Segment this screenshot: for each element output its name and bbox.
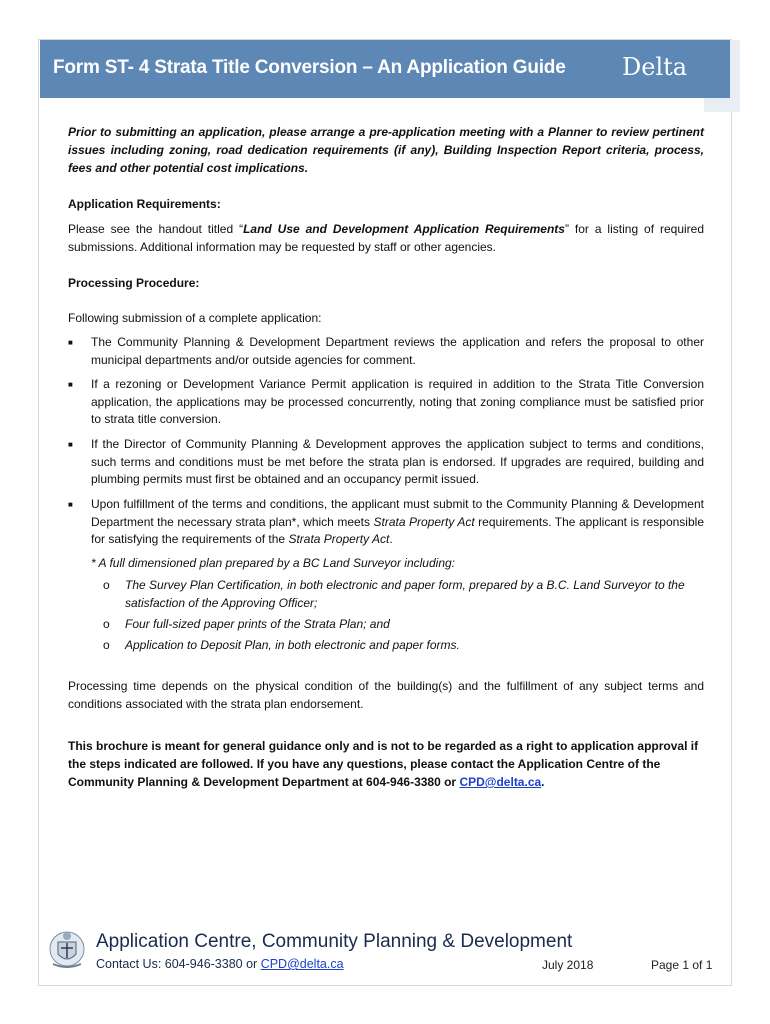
footer-email-link[interactable]: CPD@delta.ca xyxy=(260,957,344,971)
document-title: Form ST- 4 Strata Title Conversion – An Application Guide xyxy=(53,57,566,78)
circle-bullet-icon: o xyxy=(103,578,110,592)
requirements-heading: Application Requirements: xyxy=(68,197,221,211)
square-bullet-icon: ■ xyxy=(68,500,73,509)
page-number: Page 1 of 1 xyxy=(651,958,713,972)
list-item: ■ Upon fulfillment of the terms and conditions, the applicant must submit to the Community Planning & Development Department the necessary strata plan*, which meets Strata Property Act requirements. The applicant is responsible for satisfying the requirements of the Strata Property Act. xyxy=(68,497,704,547)
square-bullet-icon: ■ xyxy=(68,380,73,389)
intro-paragraph: Prior to submitting an application, please arrange a pre-application meeting with a Planner to review pertinent issues including zoning, road dedication requirements (if any), Building Inspection Report criteria, process, fees and other potential cost implications. xyxy=(68,125,704,175)
survey-note: * A full dimensioned plan prepared by a BC Land Surveyor including: xyxy=(91,556,455,570)
sub-list-item: o Four full-sized paper prints of the Strata Plan; and xyxy=(103,616,703,634)
disclaimer-paragraph: This brochure is meant for general guidance only and is not to be regarded as a right to application approval if the steps indicated are followed. If you have any questions, please contact the Application Centre of the Community Planning & Development Department at 604-946-3380 or CPD@delta.ca. xyxy=(68,739,699,789)
list-item: ■ The Community Planning & Development Department reviews the application and refers the proposal to other municipal departments and/or outside agencies for comment. xyxy=(68,335,704,367)
delta-logo: Delta xyxy=(622,53,688,81)
footer-contact: Contact Us: 604-946-3380 or CPD@delta.ca xyxy=(96,957,344,971)
header-banner xyxy=(40,40,730,98)
requirements-paragraph: Please see the handout titled “Land Use and Development Application Requirements” for a listing of required submissions. Additional information may be requested by staff or other agencies. xyxy=(68,222,704,254)
delta-coat-of-arms-icon xyxy=(45,924,89,974)
footer-date: July 2018 xyxy=(542,958,594,972)
list-item: ■ If the Director of Community Planning & Development approves the application subject to terms and conditions, such terms and conditions must be met before the strata plan is endorsed. If upgrades are required, building and plumbing permits must first be obtained and an occupancy permit issued. xyxy=(68,437,704,487)
procedure-lead: Following submission of a complete application: xyxy=(68,311,322,325)
procedure-heading: Processing Procedure: xyxy=(68,276,200,290)
handout-title: Land Use and Development Application Requirements xyxy=(243,222,565,236)
circle-bullet-icon: o xyxy=(103,638,110,652)
email-link[interactable]: CPD@delta.ca xyxy=(459,775,542,789)
footer-title: Application Centre, Community Planning & Development xyxy=(96,931,573,952)
sub-list-item: o The Survey Plan Certification, in both electronic and paper form, prepared by a B.C. Land Surveyor to the satisfaction of the Approving Officer; xyxy=(103,578,685,610)
sub-list-item: o Application to Deposit Plan, in both electronic and paper forms. xyxy=(103,637,703,655)
square-bullet-icon: ■ xyxy=(68,338,73,347)
circle-bullet-icon: o xyxy=(103,617,110,631)
processing-time-paragraph: Processing time depends on the physical condition of the building(s) and the fulfillment of any subject terms and conditions associated with the strata plan endorsement. xyxy=(68,679,704,711)
list-item: ■ If a rezoning or Development Variance Permit application is required in addition to the Strata Title Conversion application, the applications may be processed concurrently, noting that zoning compliance must be satisfied prior to strata title conversion. xyxy=(68,377,704,427)
square-bullet-icon: ■ xyxy=(68,440,73,449)
